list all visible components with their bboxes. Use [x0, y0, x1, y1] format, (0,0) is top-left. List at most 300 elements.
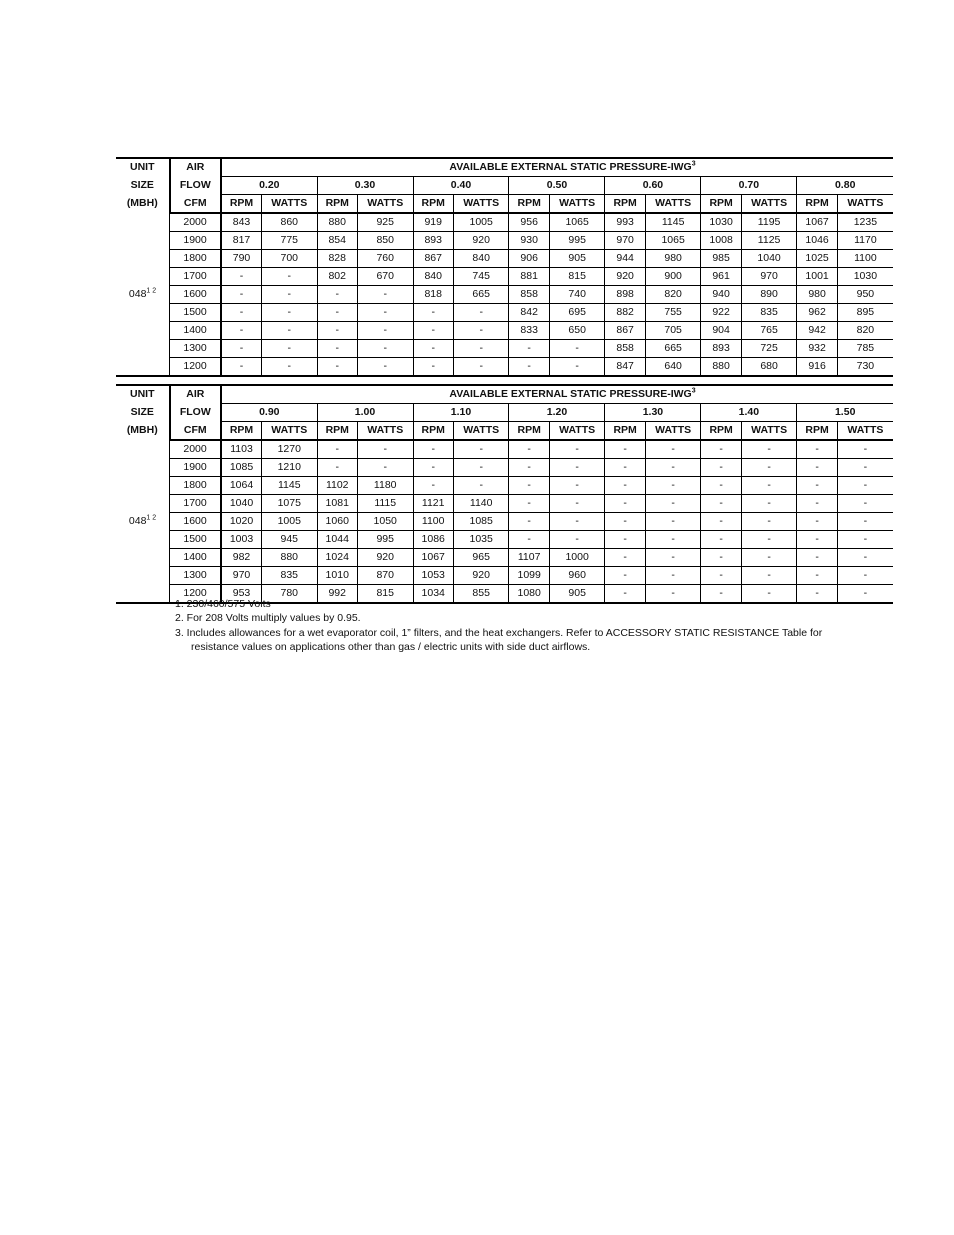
rpm-cell: -	[605, 549, 645, 567]
watts-cell: -	[741, 440, 797, 459]
rpm-column-header: RPM	[221, 195, 261, 214]
rpm-cell: -	[317, 459, 357, 477]
airflow-header: CFM	[170, 195, 222, 214]
rpm-cell: 1064	[221, 477, 261, 495]
rpm-cell: -	[317, 304, 357, 322]
rpm-cell: 906	[509, 250, 549, 268]
blower-performance-table-2	[116, 384, 893, 604]
watts-cell: -	[261, 340, 317, 358]
watts-cell: -	[741, 477, 797, 495]
rpm-cell: 932	[797, 340, 837, 358]
rpm-cell: 944	[605, 250, 645, 268]
rpm-cell: 843	[221, 213, 261, 232]
watts-cell: 680	[741, 358, 797, 377]
watts-cell: -	[453, 459, 509, 477]
rpm-cell: 854	[317, 232, 357, 250]
table-row	[116, 358, 893, 377]
table-row	[116, 286, 893, 304]
watts-cell: 870	[357, 567, 413, 585]
watts-cell: 665	[453, 286, 509, 304]
rpm-cell: 1085	[221, 459, 261, 477]
rpm-cell: -	[509, 531, 549, 549]
rpm-column-header: RPM	[605, 422, 645, 441]
watts-cell: -	[357, 358, 413, 377]
watts-cell: 1170	[837, 232, 893, 250]
watts-cell: 745	[453, 268, 509, 286]
table-row	[116, 495, 893, 513]
unit-size-footnote-ref: 1 2	[146, 514, 157, 521]
rpm-cell: -	[797, 513, 837, 531]
airflow-header: AIR	[170, 158, 222, 177]
rpm-cell: 962	[797, 304, 837, 322]
rpm-cell: 1100	[413, 513, 453, 531]
watts-cell: 1005	[261, 513, 317, 531]
watts-cell: 850	[357, 232, 413, 250]
rpm-cell: -	[413, 440, 453, 459]
rpm-cell: 953	[221, 585, 261, 604]
static-pressure-header	[221, 158, 893, 177]
watts-cell: -	[645, 440, 701, 459]
rpm-cell: -	[509, 477, 549, 495]
watts-column-header: WATTS	[453, 195, 509, 214]
watts-cell: -	[261, 268, 317, 286]
watts-cell: -	[645, 585, 701, 604]
rpm-cell: -	[413, 477, 453, 495]
watts-cell: 835	[741, 304, 797, 322]
watts-column-header: WATTS	[549, 422, 605, 441]
footnote-3: 3. Includes allowances for a wet evaporator coil, 1” filters, and the heat exchangers. Refer to ACCESSORY STATIC RESISTANCE Table for	[175, 626, 823, 639]
watts-cell: -	[453, 322, 509, 340]
rpm-column-header: RPM	[701, 422, 741, 441]
watts-cell: -	[837, 440, 893, 459]
watts-column-header: WATTS	[837, 195, 893, 214]
rpm-cell: 1008	[701, 232, 741, 250]
watts-cell: -	[261, 358, 317, 377]
rpm-cell: 1046	[797, 232, 837, 250]
table-row	[116, 340, 893, 358]
watts-column-header: WATTS	[549, 195, 605, 214]
watts-cell: 815	[549, 268, 605, 286]
airflow-header: CFM	[170, 422, 222, 441]
table-row	[116, 459, 893, 477]
rpm-cell: -	[221, 358, 261, 377]
rpm-cell: 833	[509, 322, 549, 340]
rpm-cell: -	[797, 567, 837, 585]
table-row	[116, 304, 893, 322]
watts-cell: -	[549, 340, 605, 358]
rpm-cell: 980	[797, 286, 837, 304]
rpm-cell: 882	[605, 304, 645, 322]
airflow-cfm-cell: 1800	[170, 250, 222, 268]
watts-cell: -	[453, 440, 509, 459]
table-row	[116, 250, 893, 268]
rpm-cell: -	[701, 459, 741, 477]
watts-cell: -	[357, 304, 413, 322]
rpm-cell: 919	[413, 213, 453, 232]
rpm-cell: -	[701, 585, 741, 604]
unit-size-cell	[116, 440, 170, 603]
table-row	[116, 322, 893, 340]
rpm-cell: -	[797, 585, 837, 604]
airflow-header: FLOW	[170, 177, 222, 195]
watts-column-header: WATTS	[261, 195, 317, 214]
rpm-cell: 922	[701, 304, 741, 322]
rpm-cell: -	[221, 304, 261, 322]
rpm-cell: 1030	[701, 213, 741, 232]
watts-cell: 995	[549, 232, 605, 250]
rpm-cell: 1121	[413, 495, 453, 513]
watts-cell: 820	[645, 286, 701, 304]
watts-cell: -	[741, 531, 797, 549]
watts-cell: 895	[837, 304, 893, 322]
airflow-cfm-cell: 2000	[170, 440, 222, 459]
rpm-cell: -	[605, 440, 645, 459]
table-row	[116, 232, 893, 250]
rpm-cell: 893	[701, 340, 741, 358]
watts-cell: -	[645, 549, 701, 567]
watts-cell: -	[837, 477, 893, 495]
rpm-cell: 1067	[797, 213, 837, 232]
static-pressure-title: AVAILABLE EXTERNAL STATIC PRESSURE-IWG	[449, 388, 692, 400]
rpm-cell: 1020	[221, 513, 261, 531]
watts-cell: 840	[453, 250, 509, 268]
pressure-header: 0.60	[605, 177, 701, 195]
watts-cell: -	[453, 477, 509, 495]
watts-cell: 1050	[357, 513, 413, 531]
rpm-column-header: RPM	[413, 195, 453, 214]
rpm-cell: 1080	[509, 585, 549, 604]
rpm-cell: 961	[701, 268, 741, 286]
rpm-cell: 898	[605, 286, 645, 304]
unit-header: SIZE	[130, 406, 154, 418]
rpm-cell: 1003	[221, 531, 261, 549]
rpm-cell: 842	[509, 304, 549, 322]
pressure-header: 1.50	[797, 404, 893, 422]
watts-cell: -	[357, 286, 413, 304]
rpm-cell: -	[221, 286, 261, 304]
watts-cell: 855	[453, 585, 509, 604]
watts-cell: 995	[357, 531, 413, 549]
rpm-cell: -	[701, 567, 741, 585]
watts-column-header: WATTS	[453, 422, 509, 441]
rpm-cell: -	[605, 567, 645, 585]
watts-cell: -	[357, 440, 413, 459]
table-row	[116, 549, 893, 567]
rpm-cell: 858	[509, 286, 549, 304]
table-row	[116, 513, 893, 531]
watts-cell: -	[357, 322, 413, 340]
rpm-cell: 880	[317, 213, 357, 232]
airflow-cfm-cell: 1800	[170, 477, 222, 495]
watts-cell: -	[549, 358, 605, 377]
rpm-cell: 970	[605, 232, 645, 250]
rpm-cell: 1001	[797, 268, 837, 286]
watts-cell: 1030	[837, 268, 893, 286]
rpm-cell: -	[509, 495, 549, 513]
watts-cell: 920	[453, 232, 509, 250]
rpm-cell: 904	[701, 322, 741, 340]
airflow-cfm-cell: 1900	[170, 459, 222, 477]
watts-cell: 1035	[453, 531, 509, 549]
airflow-header: FLOW	[170, 404, 222, 422]
rpm-cell: -	[605, 459, 645, 477]
rpm-cell: 818	[413, 286, 453, 304]
airflow-cfm-cell: 1200	[170, 585, 222, 604]
watts-cell: -	[741, 549, 797, 567]
rpm-cell: 940	[701, 286, 741, 304]
rpm-cell: -	[701, 495, 741, 513]
rpm-cell: 840	[413, 268, 453, 286]
rpm-cell: 992	[317, 585, 357, 604]
watts-cell: 890	[741, 286, 797, 304]
airflow-cfm-cell: 2000	[170, 213, 222, 232]
watts-cell: -	[261, 304, 317, 322]
watts-cell: -	[741, 495, 797, 513]
rpm-cell: 970	[221, 567, 261, 585]
watts-cell: 1040	[741, 250, 797, 268]
rpm-column-header: RPM	[221, 422, 261, 441]
watts-cell: -	[645, 477, 701, 495]
watts-cell: -	[645, 567, 701, 585]
watts-cell: -	[837, 585, 893, 604]
watts-cell: -	[261, 322, 317, 340]
rpm-cell: 790	[221, 250, 261, 268]
airflow-cfm-cell: 1500	[170, 304, 222, 322]
rpm-cell: 1010	[317, 567, 357, 585]
watts-cell: 1145	[645, 213, 701, 232]
rpm-cell: -	[701, 477, 741, 495]
rpm-cell: 1060	[317, 513, 357, 531]
rpm-cell: -	[797, 459, 837, 477]
rpm-cell: -	[797, 531, 837, 549]
rpm-column-header: RPM	[317, 422, 357, 441]
watts-cell: -	[741, 585, 797, 604]
unit-size-footnote-ref: 1 2	[146, 287, 157, 294]
watts-cell: 760	[357, 250, 413, 268]
table-row	[116, 477, 893, 495]
rpm-cell: -	[797, 477, 837, 495]
rpm-column-header: RPM	[797, 195, 837, 214]
pressure-header: 0.40	[413, 177, 509, 195]
watts-cell: -	[741, 513, 797, 531]
unit-size: 048	[128, 287, 147, 300]
watts-cell: -	[645, 495, 701, 513]
rpm-cell: -	[509, 513, 549, 531]
watts-cell: 670	[357, 268, 413, 286]
airflow-cfm-cell: 1600	[170, 513, 222, 531]
watts-cell: 1075	[261, 495, 317, 513]
rpm-cell: -	[605, 495, 645, 513]
rpm-cell: 993	[605, 213, 645, 232]
watts-cell: 905	[549, 585, 605, 604]
watts-cell: 1115	[357, 495, 413, 513]
watts-cell: -	[837, 459, 893, 477]
watts-cell: -	[549, 440, 605, 459]
airflow-cfm-cell: 1400	[170, 549, 222, 567]
watts-cell: -	[549, 459, 605, 477]
watts-cell: -	[357, 340, 413, 358]
watts-column-header: WATTS	[645, 422, 701, 441]
rpm-cell: 982	[221, 549, 261, 567]
watts-cell: -	[549, 531, 605, 549]
performance-table	[116, 384, 893, 604]
rpm-cell: 1103	[221, 440, 261, 459]
watts-column-header: WATTS	[741, 195, 797, 214]
rpm-cell: 893	[413, 232, 453, 250]
rpm-cell: 985	[701, 250, 741, 268]
pressure-header: 0.70	[701, 177, 797, 195]
watts-cell: 965	[453, 549, 509, 567]
rpm-cell: 1107	[509, 549, 549, 567]
rpm-cell: -	[797, 440, 837, 459]
watts-cell: 860	[261, 213, 317, 232]
airflow-cfm-cell: 1200	[170, 358, 222, 377]
watts-cell: 905	[549, 250, 605, 268]
unit-header: SIZE	[130, 179, 154, 191]
watts-column-header: WATTS	[357, 195, 413, 214]
watts-cell: 765	[741, 322, 797, 340]
watts-cell: 640	[645, 358, 701, 377]
watts-column-header: WATTS	[741, 422, 797, 441]
pressure-header: 1.40	[701, 404, 797, 422]
rpm-cell: 847	[605, 358, 645, 377]
watts-cell: 730	[837, 358, 893, 377]
rpm-cell: -	[221, 322, 261, 340]
rpm-cell: -	[605, 585, 645, 604]
unit-header: (MBH)	[126, 197, 158, 210]
rpm-cell: -	[413, 340, 453, 358]
rpm-column-header: RPM	[509, 422, 549, 441]
rpm-cell: -	[605, 477, 645, 495]
watts-column-header: WATTS	[261, 422, 317, 441]
rpm-column-header: RPM	[701, 195, 741, 214]
table-row	[116, 268, 893, 286]
rpm-cell: 828	[317, 250, 357, 268]
airflow-cfm-cell: 1700	[170, 268, 222, 286]
watts-cell: 1180	[357, 477, 413, 495]
rpm-cell: 1044	[317, 531, 357, 549]
watts-cell: -	[837, 531, 893, 549]
watts-cell: -	[357, 459, 413, 477]
pressure-header: 1.30	[605, 404, 701, 422]
rpm-column-header: RPM	[413, 422, 453, 441]
watts-cell: 695	[549, 304, 605, 322]
pressure-header: 1.20	[509, 404, 605, 422]
rpm-cell: -	[797, 549, 837, 567]
watts-cell: -	[453, 304, 509, 322]
rpm-cell: 1025	[797, 250, 837, 268]
watts-cell: 775	[261, 232, 317, 250]
rpm-column-header: RPM	[797, 422, 837, 441]
rpm-cell: -	[221, 340, 261, 358]
airflow-cfm-cell: 1400	[170, 322, 222, 340]
rpm-cell: 1099	[509, 567, 549, 585]
rpm-cell: 1040	[221, 495, 261, 513]
watts-cell: 920	[357, 549, 413, 567]
watts-cell: 705	[645, 322, 701, 340]
watts-cell: -	[837, 567, 893, 585]
unit-size-cell	[116, 213, 170, 376]
table-row	[116, 440, 893, 459]
rpm-cell: 916	[797, 358, 837, 377]
rpm-cell: -	[701, 440, 741, 459]
watts-cell: -	[645, 531, 701, 549]
watts-cell: 920	[453, 567, 509, 585]
pressure-header: 0.30	[317, 177, 413, 195]
watts-cell: 755	[645, 304, 701, 322]
rpm-cell: -	[317, 358, 357, 377]
watts-cell: 815	[357, 585, 413, 604]
unit-header: (MBH)	[126, 424, 158, 437]
static-pressure-header	[221, 385, 893, 404]
rpm-cell: -	[221, 268, 261, 286]
performance-table	[116, 157, 893, 377]
rpm-column-header: RPM	[317, 195, 357, 214]
static-pressure-title: AVAILABLE EXTERNAL STATIC PRESSURE-IWG	[449, 161, 692, 173]
airflow-cfm-cell: 1500	[170, 531, 222, 549]
rpm-cell: 1081	[317, 495, 357, 513]
watts-cell: -	[549, 477, 605, 495]
rpm-cell: 1024	[317, 549, 357, 567]
watts-cell: -	[453, 358, 509, 377]
rpm-cell: 956	[509, 213, 549, 232]
rpm-cell: -	[509, 459, 549, 477]
rpm-cell: 1067	[413, 549, 453, 567]
rpm-cell: -	[509, 340, 549, 358]
watts-cell: 650	[549, 322, 605, 340]
watts-cell: -	[549, 513, 605, 531]
rpm-cell: 880	[701, 358, 741, 377]
airflow-cfm-cell: 1300	[170, 567, 222, 585]
airflow-cfm-cell: 1300	[170, 340, 222, 358]
rpm-cell: 1102	[317, 477, 357, 495]
rpm-cell: 1053	[413, 567, 453, 585]
watts-cell: 1145	[261, 477, 317, 495]
rpm-cell: 920	[605, 268, 645, 286]
rpm-cell: -	[701, 549, 741, 567]
rpm-cell: 1086	[413, 531, 453, 549]
rpm-cell: -	[509, 440, 549, 459]
watts-cell: -	[837, 495, 893, 513]
watts-cell: -	[549, 495, 605, 513]
watts-cell: 725	[741, 340, 797, 358]
rpm-column-header: RPM	[605, 195, 645, 214]
watts-cell: 740	[549, 286, 605, 304]
watts-cell: -	[837, 513, 893, 531]
watts-cell: 1065	[645, 232, 701, 250]
rpm-column-header: RPM	[509, 195, 549, 214]
table-row	[116, 567, 893, 585]
rpm-cell: -	[413, 459, 453, 477]
rpm-cell: -	[317, 322, 357, 340]
watts-cell: 1065	[549, 213, 605, 232]
watts-cell: 1125	[741, 232, 797, 250]
rpm-cell: 867	[605, 322, 645, 340]
watts-cell: 1000	[549, 549, 605, 567]
watts-cell: 950	[837, 286, 893, 304]
rpm-cell: -	[701, 531, 741, 549]
airflow-cfm-cell: 1900	[170, 232, 222, 250]
watts-cell: 835	[261, 567, 317, 585]
watts-cell: 785	[837, 340, 893, 358]
watts-cell: -	[741, 459, 797, 477]
rpm-cell: -	[605, 513, 645, 531]
rpm-cell: 930	[509, 232, 549, 250]
rpm-cell: 881	[509, 268, 549, 286]
rpm-cell: -	[797, 495, 837, 513]
watts-column-header: WATTS	[645, 195, 701, 214]
rpm-cell: -	[509, 358, 549, 377]
